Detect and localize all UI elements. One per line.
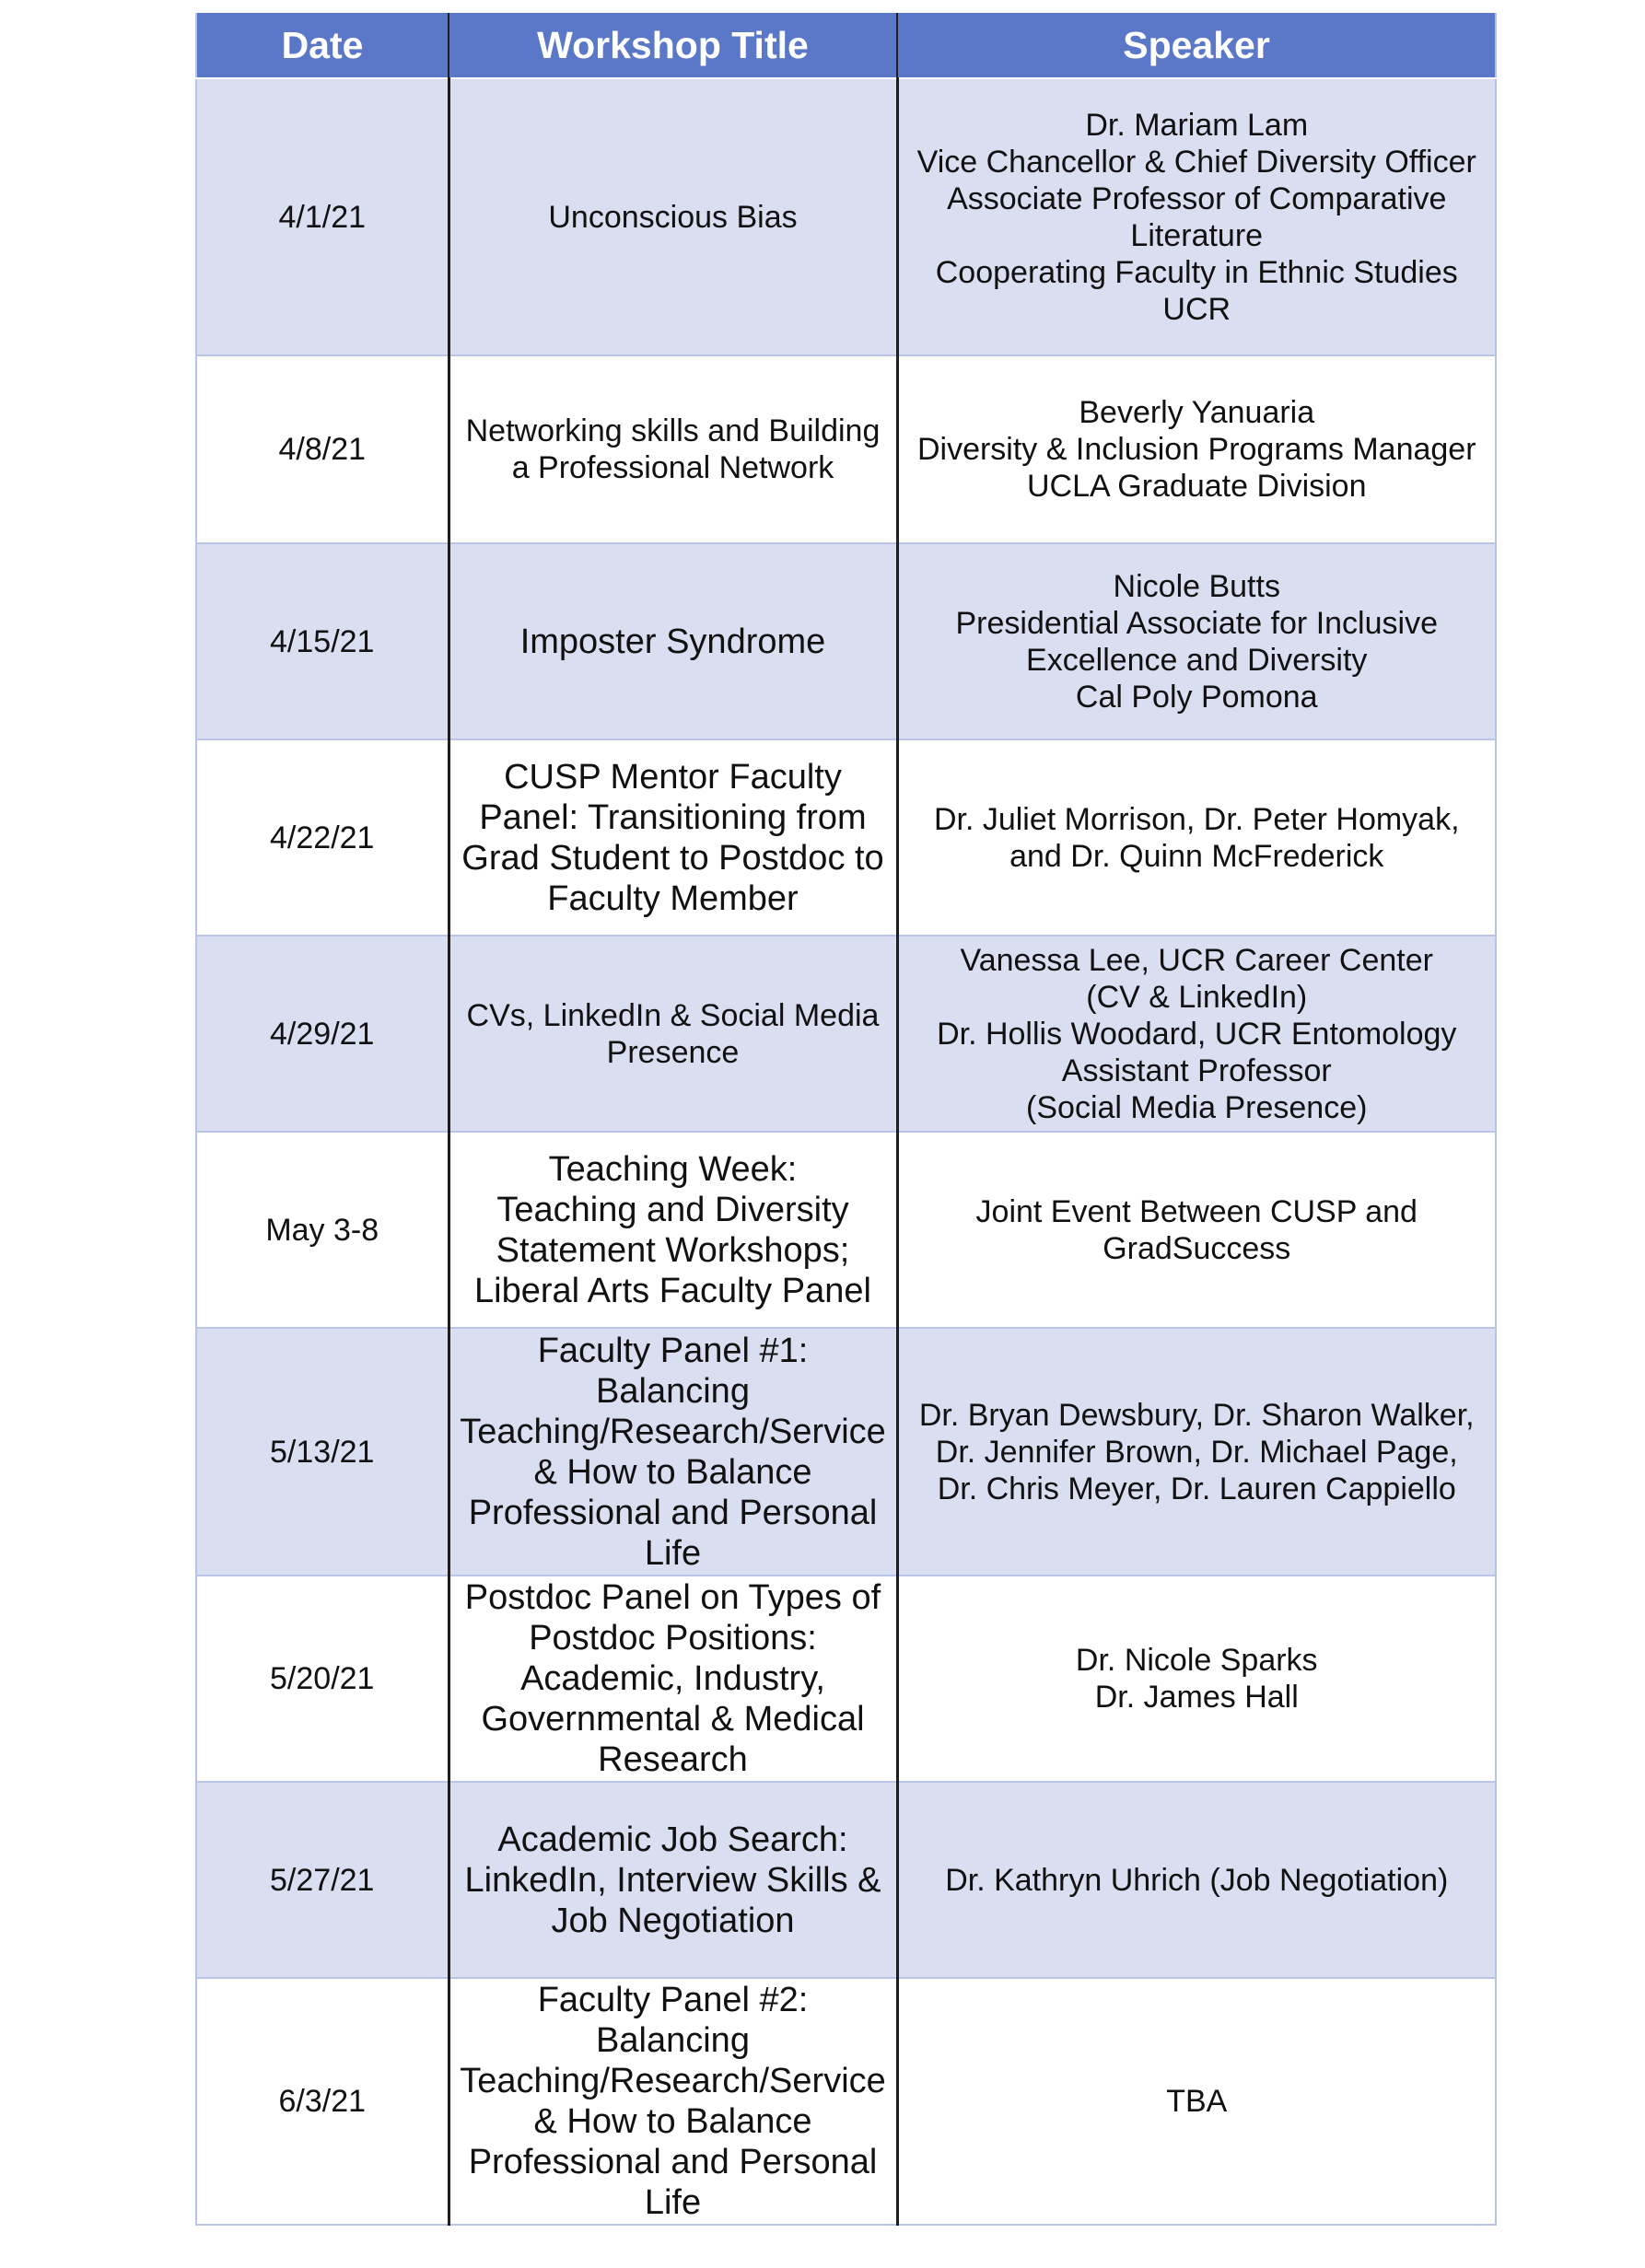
workshop-title-line: Statement Workshops;: [496, 1230, 850, 1270]
speaker-line: Dr. Bryan Dewsbury, Dr. Sharon Walker,: [918, 1397, 1475, 1433]
speaker-cell: [897, 1576, 1496, 1782]
speaker-cell: [897, 1132, 1496, 1328]
workshop-title-line: Faculty Panel #1:: [537, 1331, 809, 1370]
speaker-line: Diversity & Inclusion Programs Manager: [916, 432, 1476, 467]
workshop-title-cell: [449, 1576, 897, 1782]
workshop-title-line: Teaching/Research/Service: [460, 2062, 886, 2100]
workshop-title-line: Life: [644, 2183, 702, 2222]
speaker-line: GradSuccess: [1102, 1230, 1291, 1266]
speaker-cell: [897, 1328, 1496, 1576]
speaker-line: Vice Chancellor & Chief Diversity Officer: [916, 144, 1476, 180]
speaker-line: Literature: [1130, 217, 1264, 253]
speaker-line: Excellence and Diversity: [1026, 642, 1368, 678]
header-date: Date: [196, 13, 449, 78]
speaker-line: Dr. Juliet Morrison, Dr. Peter Homyak,: [933, 801, 1460, 837]
date-cell: 4/1/21: [196, 78, 449, 355]
date-cell: 5/27/21: [196, 1782, 449, 1978]
workshop-title-cell: [449, 355, 897, 543]
workshop-title-line: Unconscious Bias: [548, 199, 798, 235]
speaker-line: Assistant Professor: [1061, 1053, 1332, 1088]
workshop-title-line: LinkedIn, Interview Skills &: [464, 1860, 881, 1900]
speaker-cell: [897, 543, 1496, 739]
table-row: [196, 739, 1496, 936]
workshop-title-line: Panel: Transitioning from: [479, 797, 867, 837]
speaker-cell: [897, 78, 1496, 355]
speaker-line: Cooperating Faculty in Ethnic Studies: [935, 254, 1458, 290]
date-cell: 4/22/21: [196, 739, 449, 936]
speaker-cell: [897, 1978, 1496, 2225]
workshop-title-cell: [449, 1328, 897, 1576]
workshop-title-line: Liberal Arts Faculty Panel: [474, 1271, 871, 1310]
table-row: [196, 1576, 1496, 1782]
workshop-title-line: CVs, LinkedIn & Social Media: [466, 997, 880, 1033]
workshop-title-line: & How to Balance: [533, 2102, 812, 2141]
header-workshop-title: Workshop Title: [449, 13, 897, 78]
speaker-line: Presidential Associate for Inclusive: [955, 605, 1438, 641]
workshop-title-line: Professional and Personal: [468, 2143, 878, 2181]
speaker-cell: [897, 936, 1496, 1132]
workshop-title-line: CUSP Mentor Faculty: [504, 757, 842, 797]
workshop-title-line: Life: [644, 1533, 702, 1573]
speaker-line: Associate Professor of Comparative: [947, 180, 1447, 216]
workshop-title-line: Research: [598, 1740, 748, 1779]
speaker-line: Nicole Butts: [1113, 568, 1280, 604]
workshop-title-cell: [449, 1978, 897, 2225]
workshop-title-line: Academic, Industry,: [520, 1659, 825, 1698]
speaker-line: Dr. Chris Meyer, Dr. Lauren Cappiello: [937, 1471, 1456, 1506]
workshop-title-line: Grad Student to Postdoc to: [461, 838, 884, 878]
speaker-cell: [897, 739, 1496, 936]
speaker-cell: [897, 1782, 1496, 1978]
workshop-schedule-table: [195, 13, 1497, 2226]
workshop-title-line: Teaching Week:: [548, 1149, 798, 1189]
workshop-title-cell: [449, 1782, 897, 1978]
workshop-title-line: Imposter Syndrome: [519, 622, 826, 661]
speaker-line: Dr. Mariam Lam: [1085, 107, 1309, 143]
date-cell: 4/29/21: [196, 936, 449, 1132]
date-cell: 5/20/21: [196, 1576, 449, 1782]
speaker-line: Joint Event Between CUSP and: [975, 1193, 1418, 1229]
workshop-title-line: Presence: [606, 1034, 740, 1070]
speaker-line: (Social Media Presence): [1026, 1089, 1368, 1125]
speaker-line: Dr. Hollis Woodard, UCR Entomology: [937, 1016, 1457, 1052]
table-row: [196, 936, 1496, 1132]
table-row: [196, 1132, 1496, 1328]
speaker-cell: [897, 355, 1496, 543]
workshop-title-cell: [449, 936, 897, 1132]
speaker-line: UCLA Graduate Division: [1026, 469, 1367, 504]
workshop-title-line: Governmental & Medical: [481, 1700, 865, 1739]
date-cell: May 3-8: [196, 1132, 449, 1328]
table-row: [196, 1782, 1496, 1978]
speaker-line: Dr. Kathryn Uhrich (Job Negotiation): [945, 1862, 1449, 1898]
table-row: [196, 355, 1496, 543]
workshop-title-line: Balancing: [596, 2021, 750, 2060]
workshop-title-line: Postdoc Positions:: [529, 1619, 817, 1657]
date-cell: 5/13/21: [196, 1328, 449, 1576]
date-cell: 6/3/21: [196, 1978, 449, 2225]
workshop-title-cell: [449, 1132, 897, 1328]
workshop-title-line: Academic Job Search:: [497, 1820, 848, 1859]
workshop-title-line: Balancing: [596, 1371, 750, 1411]
workshop-title-line: Teaching and Diversity: [496, 1190, 849, 1229]
header-row: [196, 13, 1496, 78]
speaker-line: Beverly Yanuaria: [1079, 395, 1315, 430]
table-row: [196, 1978, 1496, 2225]
workshop-title-cell: [449, 543, 897, 739]
date-cell: 4/8/21: [196, 355, 449, 543]
workshop-title-line: a Professional Network: [511, 450, 834, 485]
workshop-title-line: Job Negotiation: [551, 1901, 795, 1940]
workshop-title-line: Networking skills and Building: [465, 413, 881, 448]
workshop-title-line: Postdoc Panel on Types of: [464, 1578, 881, 1617]
workshop-title-line: Professional and Personal: [468, 1493, 878, 1532]
speaker-line: Dr. James Hall: [1094, 1680, 1299, 1715]
table-row: [196, 78, 1496, 355]
speaker-line: (CV & LinkedIn): [1086, 979, 1308, 1015]
workshop-title-line: Faculty Member: [547, 878, 799, 918]
header-speaker: Speaker: [897, 13, 1496, 78]
table-row: [196, 1328, 1496, 1576]
date-cell: 4/15/21: [196, 543, 449, 739]
workshop-title-cell: [449, 78, 897, 355]
speaker-line: UCR: [1162, 291, 1231, 327]
table-row: [196, 543, 1496, 739]
speaker-line: Dr. Jennifer Brown, Dr. Michael Page,: [935, 1434, 1458, 1470]
workshop-title-line: Teaching/Research/Service: [460, 1412, 886, 1451]
workshop-title-line: Faculty Panel #2:: [537, 1981, 809, 2019]
speaker-line: TBA: [1166, 2084, 1228, 2119]
speaker-line: Dr. Nicole Sparks: [1075, 1643, 1318, 1678]
speaker-line: and Dr. Quinn McFrederick: [1009, 838, 1384, 874]
workshop-title-cell: [449, 739, 897, 936]
speaker-line: Cal Poly Pomona: [1075, 679, 1318, 715]
workshop-title-line: & How to Balance: [533, 1452, 812, 1492]
speaker-line: Vanessa Lee, UCR Career Center: [960, 942, 1433, 978]
